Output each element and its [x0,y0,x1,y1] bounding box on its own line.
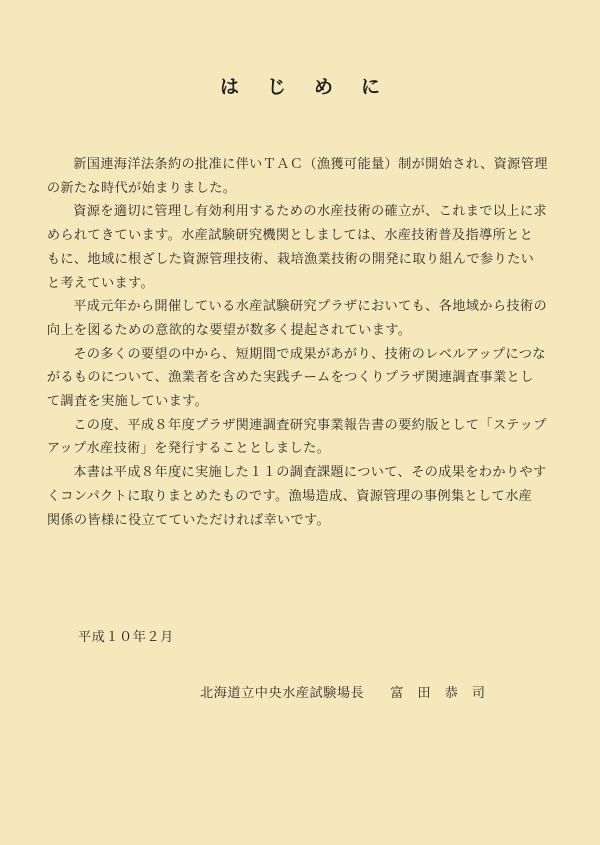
body-text [46,153,562,532]
text-line: て調査を実施しています。 [46,394,209,410]
text-line: 向上を図るための意欲的な要望が数多く提起されています。 [46,322,412,338]
text-line: その多くの要望の中から、短期間で成果があがり、技術のレベルアップにつな [73,346,546,362]
signature-name: 富田恭司 [390,686,499,701]
paragraph-1 [46,153,562,200]
text-line: アップ水産技術」を発行することとしました。 [46,441,331,457]
text-line: められてきています。水産試験研究機関としましては、水産技術普及指導所とと [46,228,534,244]
text-line: くコンパクトに取りまとめたものです。漁場造成、資源管理の事例集として水産 [46,488,533,504]
text-line: がるものについて、漁業者を含めた実践チームをつくりプラザ関連調査事業とし [46,370,534,386]
text-line: と考えています。 [46,275,155,291]
text-line: 新国連海洋法条約の批准に伴いＴＡＣ（漁獲可能量）制が開始され、資源管理 [73,157,548,172]
document-date: 平成１０年２月 [78,630,174,645]
text-line: 資源を適切に管理し有効利用するための水産技術の確立が、これまで以上に求 [73,204,547,220]
text-line: この度、平成８年度プラザ関連調査研究事業報告書の要約版として「ステップ [73,417,547,433]
paragraph-6 [46,461,562,532]
signature-title: 北海道立中央水産試験場長 [200,686,365,701]
text-line: 関係の皆様に役立てていただければ幸いです。 [46,512,331,528]
text-line: の新たな時代が始まりました。 [46,180,237,196]
paragraph-3 [46,295,562,342]
paragraph-4 [46,343,562,414]
text-line: 平成元年から開催している水産試験研究プラザにおいても、各地域から技術の [73,299,547,315]
paragraph-5 [46,414,562,461]
signature-block [200,682,499,701]
text-line: 本書は平成８年度に実施した１１の調査課題について、その成果をわかりやす [73,465,547,481]
page-title: はじめに [219,76,408,98]
paragraph-2 [46,200,562,295]
text-line: もに、地域に根ざした資源管理技術、栽培漁業技術の開発に取り組んで参りたい [46,251,535,267]
